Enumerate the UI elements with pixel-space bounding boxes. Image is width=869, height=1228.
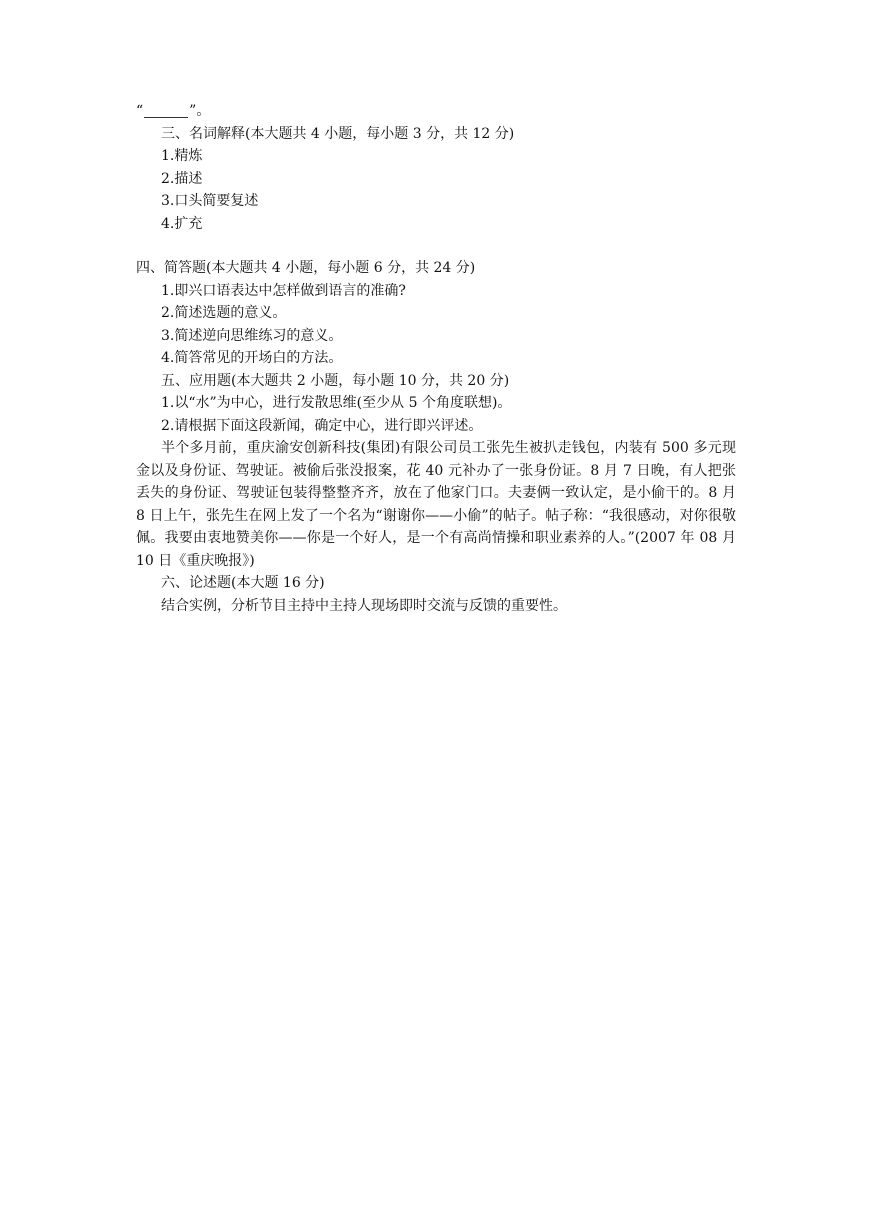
open-quote: “ (136, 103, 144, 119)
section4-item: 4.简答常见的开场白的方法。 (161, 350, 343, 366)
section3-item: 2.描述 (161, 170, 203, 187)
section3-heading: 三、名词解释(本大题共 4 小题，每小题 3 分，共 12 分) (161, 125, 515, 142)
blank-underline (144, 105, 188, 118)
section3-item: 3.口头简要复述 (161, 193, 259, 209)
section5-item: 1.以“水”为中心，进行发散思维(至少从 5 个角度联想)。 (161, 395, 512, 411)
section4-item: 3.简述逆向思维练习的意义。 (161, 327, 343, 344)
close-quote: ”。 (189, 103, 211, 119)
exam-page (136, 100, 736, 617)
section4-item: 2.简述选题的意义。 (161, 305, 287, 321)
section3-item: 4.扩充 (161, 215, 203, 232)
news-paragraph: 半个多月前，重庆渝安创新科技(集团)有限公司员工张先生被扒走钱包，内装有 500 多元现金以及身份证、驾驶证。被偷后张没报案，花 40 元补办了一张身份证。8 月 7 日晚，有人把张丢失的身份证、驾驶证包装得整整齐齐，放在了他家门口。夫妻俩一致认定，是小偷干的。8 月 8 日上午，张先生在网上发了一个名为“谢谢你——小偷”的帖子。帖子称：“我很感动，对你很敬佩。我要由衷地赞美你——你是一个好人，是一个有高尚情操和职业素养的人。”(2007 年 08 月 10 日《重庆晚报》) (136, 440, 736, 569)
section3-item: 1.精炼 (161, 148, 203, 164)
section5-heading: 五、应用题(本大题共 2 小题，每小题 10 分，共 20 分) (161, 372, 510, 389)
section-gap (136, 235, 736, 257)
fill-blank-fragment (136, 100, 736, 123)
section4-heading: 四、简答题(本大题共 4 小题，每小题 6 分，共 24 分) (136, 260, 476, 276)
section5-item: 2.请根据下面这段新闻，确定中心，进行即兴评述。 (161, 417, 483, 434)
section4-item: 1.即兴口语表达中怎样做到语言的准确? (161, 282, 406, 299)
section6-question: 结合实例，分析节目主持中主持人现场即时交流与反馈的重要性。 (161, 597, 567, 614)
section6-heading: 六、论述题(本大题 16 分) (161, 575, 325, 591)
